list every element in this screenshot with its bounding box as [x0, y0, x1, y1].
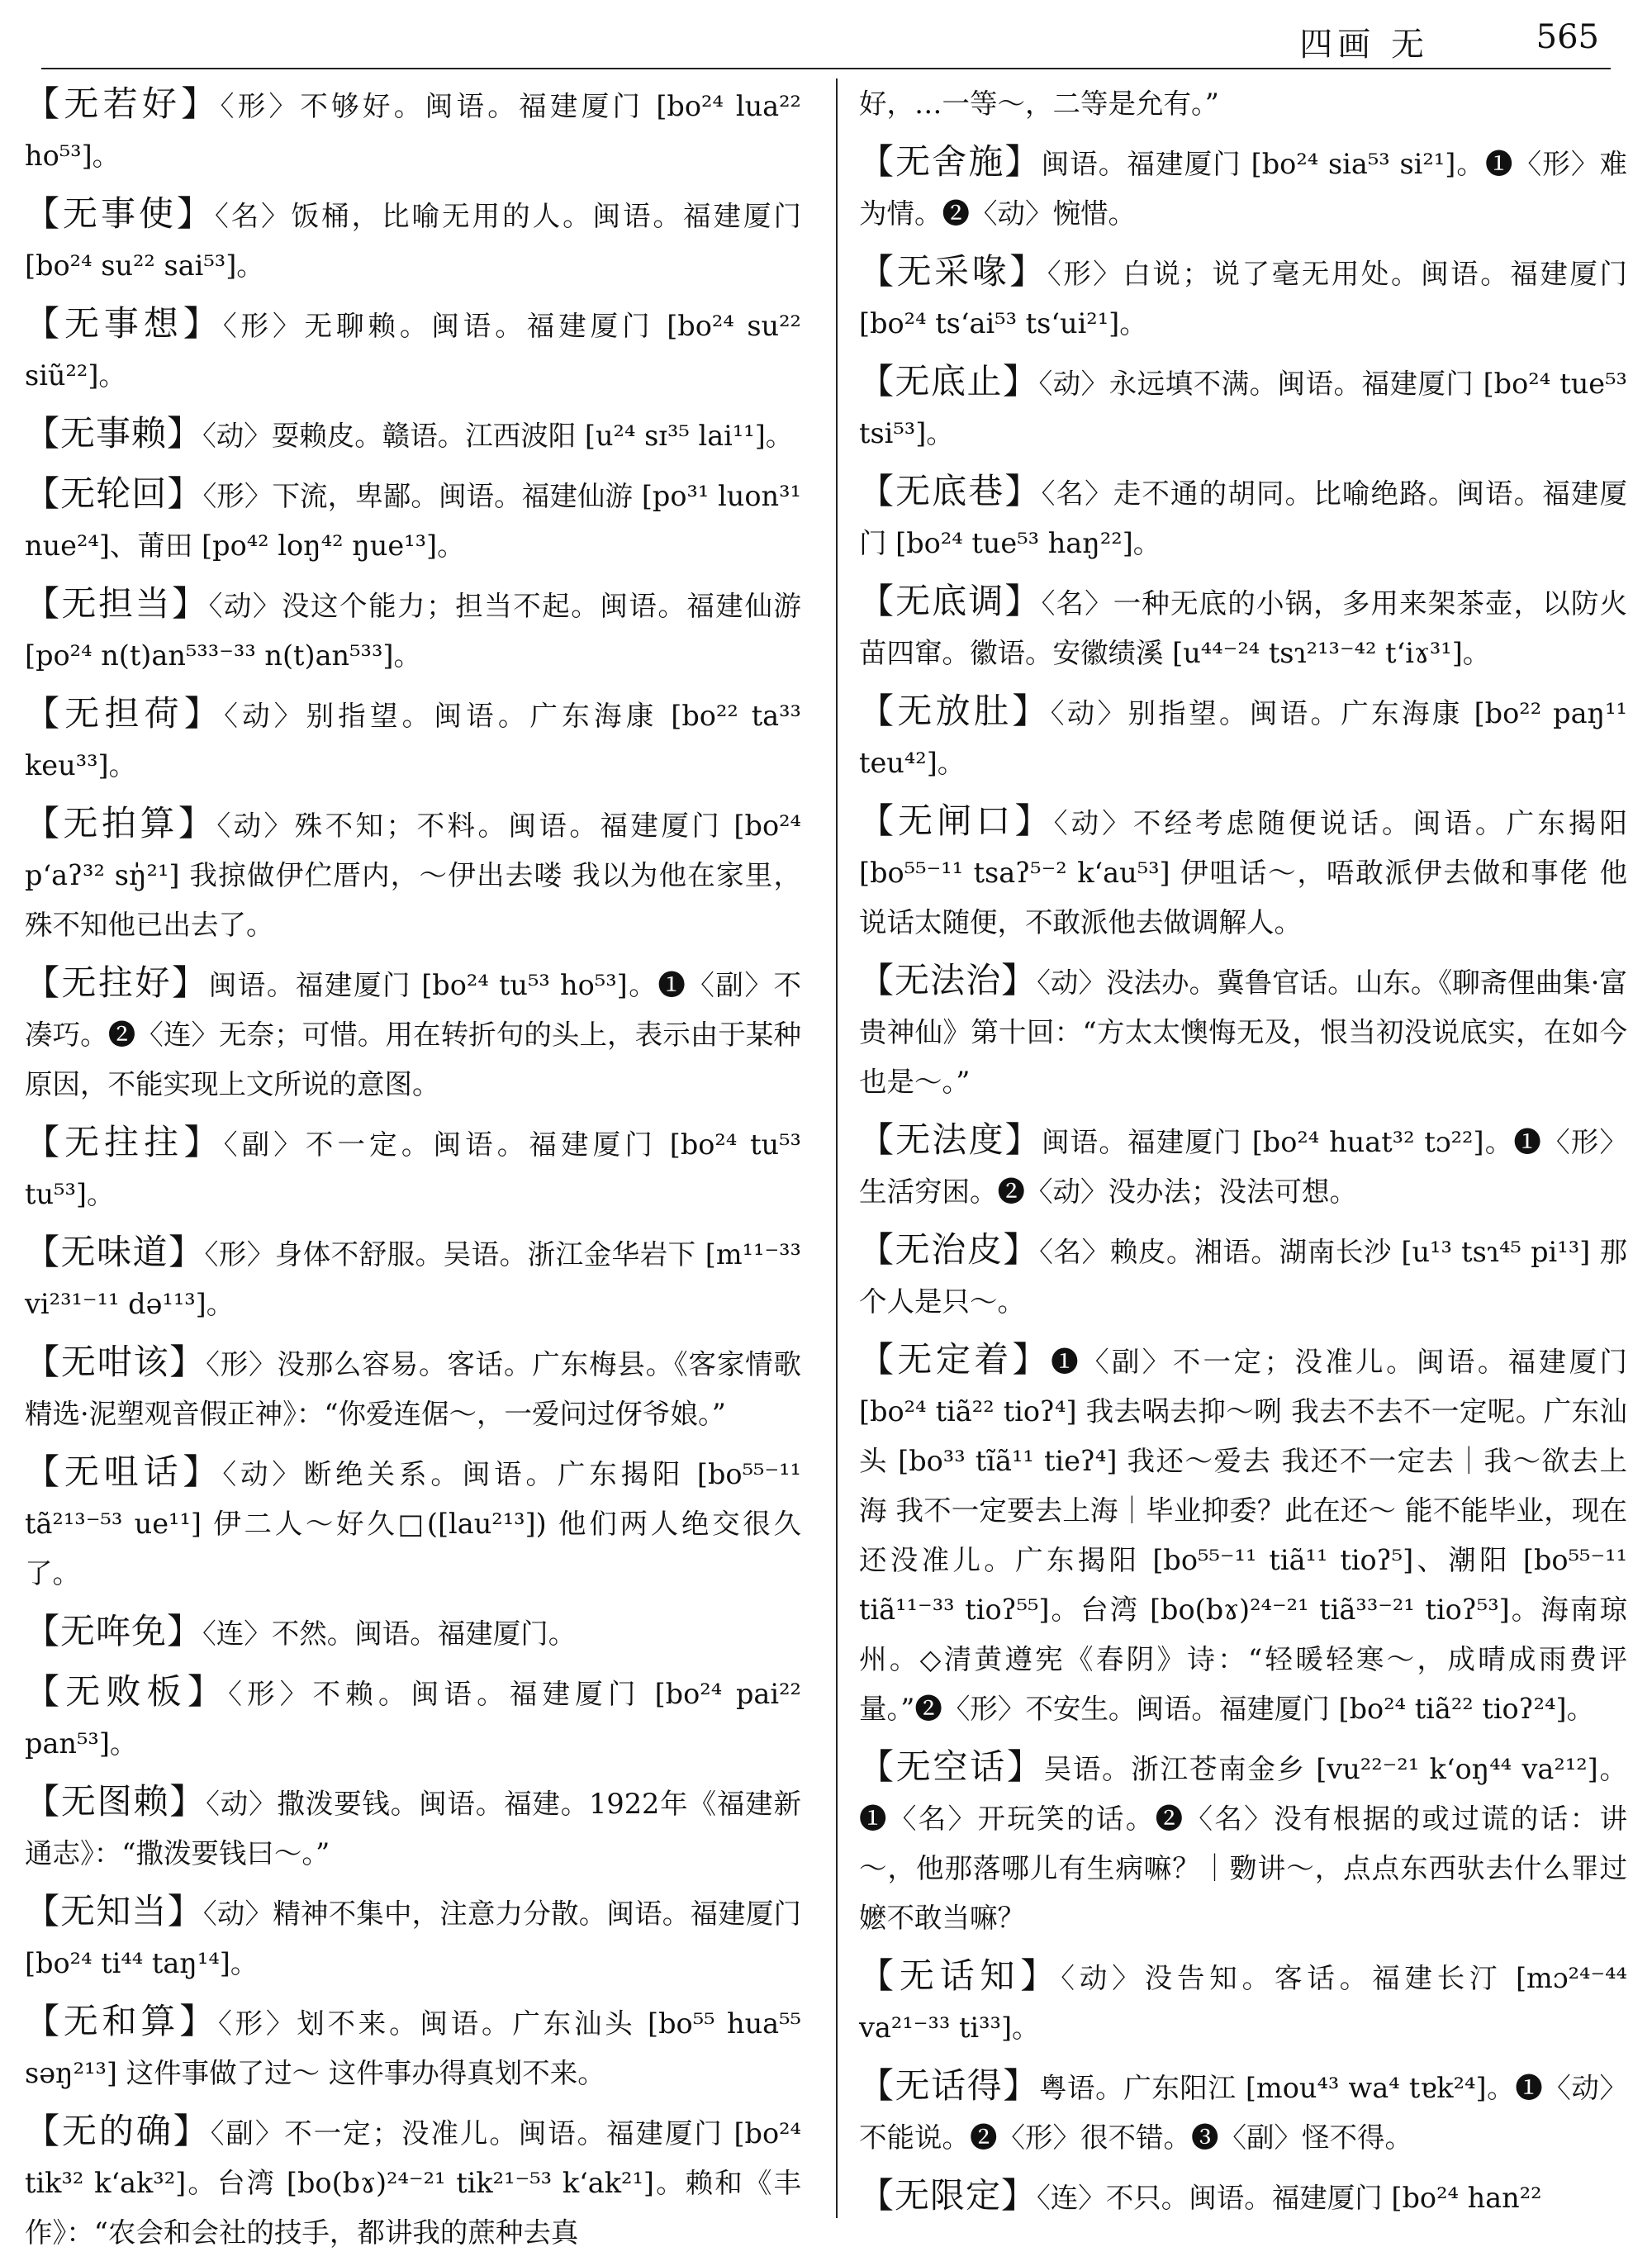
- entry-headword: 【无和算】: [25, 2001, 219, 2041]
- entry-headword: 【无若好】: [25, 83, 221, 124]
- entry-definition: 吴语。浙江苍南金乡 [vu²²⁻²¹ kʻoŋ⁴⁴ va²¹²]。❶〈名〉开玩笑的话。❷〈名〉没有根据的或过谎的话：讲～，他那落哪儿有生病嘛？｜覅讲～，点点东西驮去什么罪过嬷不敢当嘛？: [859, 1753, 1627, 1934]
- dictionary-entry: [859, 1951, 1627, 2053]
- entry-headword: 【无咁该】: [25, 1342, 206, 1382]
- entry-headword: 【无味道】: [25, 1232, 205, 1272]
- entry-definition: 粤语。广东阳江 [mou⁴³ wa⁴ tɐk²⁴]。❶〈动〉不能说。❷〈形〉很不错。❸〈副〉怪不得。: [859, 2072, 1627, 2154]
- entry-definition: 〈形〉白说；说了毫无用处。闽语。福建厦门 [bo²⁴ tsʻai⁵³ tsʻui²¹]。: [859, 258, 1627, 340]
- dictionary-entry: [25, 579, 801, 681]
- entry-headword: 【无咀话】: [25, 1451, 223, 1492]
- dictionary-entry: [25, 1337, 801, 1439]
- dictionary-entry: [25, 409, 801, 461]
- entry-definition: 〈动〉耍赖皮。赣语。江西波阳 [u²⁴ sɪ³⁵ lai¹¹]。: [202, 420, 794, 452]
- dictionary-entry: [859, 137, 1627, 239]
- entry-definition: 〈名〉赖皮。湘语。湖南长沙 [u¹³ tsɿ⁴⁵ pi¹³] 那个人是只～。: [859, 1236, 1627, 1318]
- entry-definition: 〈形〉不赖。闽语。福建厦门 [bo²⁴ pai²² pan⁵³]。: [25, 1678, 801, 1760]
- entry-definition: 〈形〉无聊赖。闽语。福建厦门 [bo²⁴ su²² siũ²²]。: [25, 310, 801, 392]
- entry-headword: 【无事使】: [25, 193, 215, 234]
- dictionary-entry: [859, 2061, 1627, 2163]
- entry-definition: 〈副〉不一定；没准儿。闽语。福建厦门 [bo²⁴ tik³² kʻak³²]。台湾 [bo(bɤ)²⁴⁻²¹ tik²¹⁻⁵³ kʻak²¹]。赖和《丰作》：“农会和会社的技手，都讲我的蔗种去真: [25, 2117, 801, 2249]
- entry-headword: 【无担荷】: [25, 693, 225, 734]
- entry-definition: 〈动〉撒泼要钱。闽语。福建。1922年《福建新通志》：“撒泼要钱曰～。”: [25, 1788, 801, 1869]
- entry-headword: 【无放肚】: [859, 691, 1051, 731]
- entry-headword: 【无图赖】: [25, 1781, 206, 1822]
- entry-definition: 〈连〉不只。闽语。福建厦门 [bo²⁴ han²²: [1037, 2182, 1542, 2214]
- dictionary-entry: [25, 1887, 801, 1988]
- entry-headword: 【无拄好】: [25, 962, 209, 1003]
- left-column: [25, 79, 801, 2266]
- entry-headword: 【无底调】: [859, 581, 1042, 621]
- entry-headword: 【无底巷】: [859, 471, 1042, 511]
- entry-definition: 〈动〉别指望。闽语。广东海康 [bo²² paŋ¹¹ teu⁴²]。: [859, 697, 1627, 779]
- dictionary-entry: [25, 958, 801, 1109]
- entry-definition: 〈动〉殊不知；不料。闽语。福建厦门 [bo²⁴ pʻaʔ³² sŋ̍²¹] 我掠做伊伫厝内，～伊出去喽 我以为他在家里，殊不知他已出去了。: [25, 810, 801, 941]
- entry-headword: 【无空话】: [859, 1746, 1044, 1787]
- entry-definition: 〈动〉没法办。冀鲁官话。山东。《聊斋俚曲集·富贵神仙》第十回：“方太太懊悔无及，恨当初没说底实，在如今也是～。”: [859, 967, 1627, 1098]
- entry-headword: 【无事想】: [25, 303, 223, 344]
- dictionary-entry: [859, 1742, 1627, 1943]
- page-header: [0, 0, 1652, 74]
- dictionary-entry: [25, 189, 801, 291]
- dictionary-entry: [859, 2171, 1627, 2223]
- entry-definition: 闽语。福建厦门 [bo²⁴ sia⁵³ si²¹]。❶〈形〉难为情。❷〈动〉惋惜。: [859, 148, 1627, 230]
- entry-headword: 【无底止】: [859, 361, 1039, 401]
- dictionary-entry: [25, 1447, 801, 1599]
- entry-headword: 【无败板】: [25, 1671, 229, 1712]
- entry-definition: 〈形〉没那么容易。客话。广东梅县。《客家情歌精选·泥塑观音假正神》：“你爱连倨～，一爱问过伢爷娘。”: [25, 1348, 801, 1430]
- entry-definition: 〈动〉断绝关系。闽语。广东揭阳 [bo⁵⁵⁻¹¹ tã²¹³⁻⁵³ ue¹¹] 伊二人～好久□([lau²¹³]) 他们两人绝交很久了。: [25, 1458, 801, 1589]
- entry-definition: 〈名〉一种无底的小锅，多用来架茶壶，以防火苗四窜。徽语。安徽绩溪 [u⁴⁴⁻²⁴ tsɿ²¹³⁻⁴² tʻiɤ³¹]。: [859, 587, 1627, 669]
- entry-definition: ❶〈副〉不一定；没准儿。闽语。福建厦门 [bo²⁴ tiã²² tioʔ⁴] 我去㖞去抑～咧 我去不去不一定呢。广东汕头 [bo³³ tĩã¹¹ tieʔ⁴] 我还～爱去 我还不一定去｜我～欲去上海 我不一定要去上海｜毕业抑委？此在还～ 能不能毕业，现在还没准儿。广东揭阳 [bo⁵⁵⁻¹¹ tiã¹¹ tioʔ⁵]、潮阳 [bo⁵⁵⁻¹¹ tiã¹¹⁻³³ tioʔ⁵⁵]。台湾 [bo(bɤ)²⁴⁻²¹ tiã³³⁻²¹ tioʔ⁵³]。海南琼州。◇清黄遵宪《春阴》诗：“轻暖轻寒～，成晴成雨费评量。”❷〈形〉不安生。闽语。福建厦门 [bo²⁴ tiã²² tioʔ²⁴]。: [859, 1346, 1627, 1725]
- entry-definition: 〈动〉不经考虑随便说话。闽语。广东揭阳 [bo⁵⁵⁻¹¹ tsaʔ⁵⁻² kʻau⁵³] 伊咀话～，唔敢派伊去做和事佬 他说话太随便，不敢派他去做调解人。: [859, 807, 1627, 938]
- dictionary-entry: [25, 1997, 801, 2098]
- dictionary-entry: [859, 467, 1627, 568]
- entry-definition: 〈形〉身体不舒服。吴语。浙江金华岩下 [m¹¹⁻³³ vi²³¹⁻¹¹ də¹¹³]。: [25, 1238, 801, 1320]
- entry-definition: 〈动〉没告知。客话。福建长汀 [mɔ²⁴⁻⁴⁴ va²¹⁻³³ ti³³]。: [859, 1962, 1627, 2044]
- entry-definition: 〈动〉精神不集中，注意力分散。闽语。福建厦门 [bo²⁴ ti⁴⁴ taŋ¹⁴]。: [25, 1898, 801, 1979]
- dictionary-entry: [859, 796, 1627, 948]
- entry-definition: 〈形〉划不来。闽语。广东汕头 [bo⁵⁵ hua⁵⁵ səŋ²¹³] 这件事做了过～ 这件事办得真划不来。: [25, 2007, 801, 2089]
- entry-headword: 【无法度】: [859, 1119, 1042, 1160]
- dictionary-entry: [25, 1607, 801, 1659]
- dictionary-entry: [25, 689, 801, 791]
- entry-headword: 【无定着】: [859, 1339, 1051, 1380]
- right-column: [859, 79, 1627, 2231]
- dictionary-entry: [859, 577, 1627, 678]
- dictionary-entry: [25, 799, 801, 950]
- column-separator: [836, 78, 838, 2218]
- dictionary-entry: [25, 1228, 801, 1329]
- dictionary-entry: [25, 1118, 801, 1219]
- dictionary-entry: [859, 357, 1627, 458]
- entry-definition: 〈动〉没这个能力；担当不起。闽语。福建仙游 [po²⁴ n(t)an⁵³³⁻³³ n(t)an⁵³³]。: [25, 590, 801, 672]
- entry-definition: 〈名〉走不通的胡同。比喻绝路。闽语。福建厦门 [bo²⁴ tue⁵³ haŋ²²]。: [859, 477, 1627, 559]
- entry-headword: 【无法治】: [859, 960, 1037, 1000]
- dictionary-entry: [859, 956, 1627, 1107]
- dictionary-entry: [859, 1115, 1627, 1217]
- entry-definition: 〈副〉不一定。闽语。福建厦门 [bo²⁴ tu⁵³ tu⁵³]。: [25, 1128, 801, 1210]
- dictionary-entry: [25, 469, 801, 571]
- dictionary-entry: [25, 2107, 801, 2258]
- dictionary-entry: [859, 1225, 1627, 1327]
- entry-definition: 〈形〉不够好。闽语。福建厦门 [bo²⁴ lua²² ho⁵³]。: [25, 90, 801, 172]
- entry-headword: 【无治皮】: [859, 1229, 1040, 1270]
- entry-headword: 【无话得】: [859, 2065, 1039, 2106]
- dictionary-entry: [859, 686, 1627, 788]
- entry-headword: 【无轮回】: [25, 473, 203, 514]
- entry-definition: 闽语。福建厦门 [bo²⁴ tu⁵³ ho⁵³]。❶〈副〉不凑巧。❷〈连〉无奈；可惜。用在转折句的头上，表示由于某种原因，不能实现上文所说的意图。: [25, 969, 801, 1100]
- entry-headword: 【无闸口】: [859, 800, 1054, 841]
- dictionary-entry: [25, 299, 801, 401]
- entry-definition: 闽语。福建厦门 [bo²⁴ huat³² tɔ²²]。❶〈形〉生活穷困。❷〈动〉没办法；没法可想。: [859, 1126, 1627, 1208]
- section-title: 四画 无: [1299, 26, 1429, 64]
- entry-headword: 【无限定】: [859, 2175, 1037, 2216]
- entry-headword: 【无的确】: [25, 2111, 211, 2151]
- page-number: 565: [1536, 18, 1599, 56]
- dictionary-entry: [859, 79, 1627, 129]
- dictionary-entry: [859, 1335, 1627, 1734]
- entry-headword: 【无拍算】: [25, 803, 217, 843]
- dictionary-entry: [25, 1667, 801, 1769]
- entry-headword: 【无舍施】: [859, 141, 1042, 182]
- entry-definition: 〈动〉别指望。闽语。广东海康 [bo²² ta³³ keu³³]。: [25, 700, 801, 781]
- entry-headword: 【无担当】: [25, 583, 209, 624]
- entry-definition: 〈形〉下流，卑鄙。闽语。福建仙游 [po³¹ luon³¹ nue²⁴]、莆田 [po⁴² loŋ⁴² ŋue¹³]。: [25, 480, 801, 562]
- entry-headword: 【无知当】: [25, 1891, 203, 1931]
- entry-definition: 〈动〉永远填不满。闽语。福建厦门 [bo²⁴ tue⁵³ tsi⁵³]。: [859, 368, 1627, 449]
- entry-definition: 〈名〉饭桶，比喻无用的人。闽语。福建厦门 [bo²⁴ su²² sai⁵³]。: [25, 200, 801, 282]
- entry-headword: 【无话知】: [859, 1955, 1061, 1996]
- entry-definition: 〈连〉不然。闽语。福建厦门。: [202, 1618, 577, 1650]
- dictionary-entry: [859, 247, 1627, 349]
- entry-headword: 【无事赖】: [25, 413, 203, 454]
- header-rule: [41, 68, 1611, 69]
- entry-headword: 【无拄拄】: [25, 1122, 224, 1162]
- entry-headword: 【无哖免】: [25, 1611, 203, 1651]
- entry-headword: 【无采喙】: [859, 251, 1047, 292]
- dictionary-entry: [25, 1777, 801, 1879]
- dictionary-entry: [25, 79, 801, 181]
- entry-definition: 好，…一等～，二等是允有。”: [859, 88, 1219, 120]
